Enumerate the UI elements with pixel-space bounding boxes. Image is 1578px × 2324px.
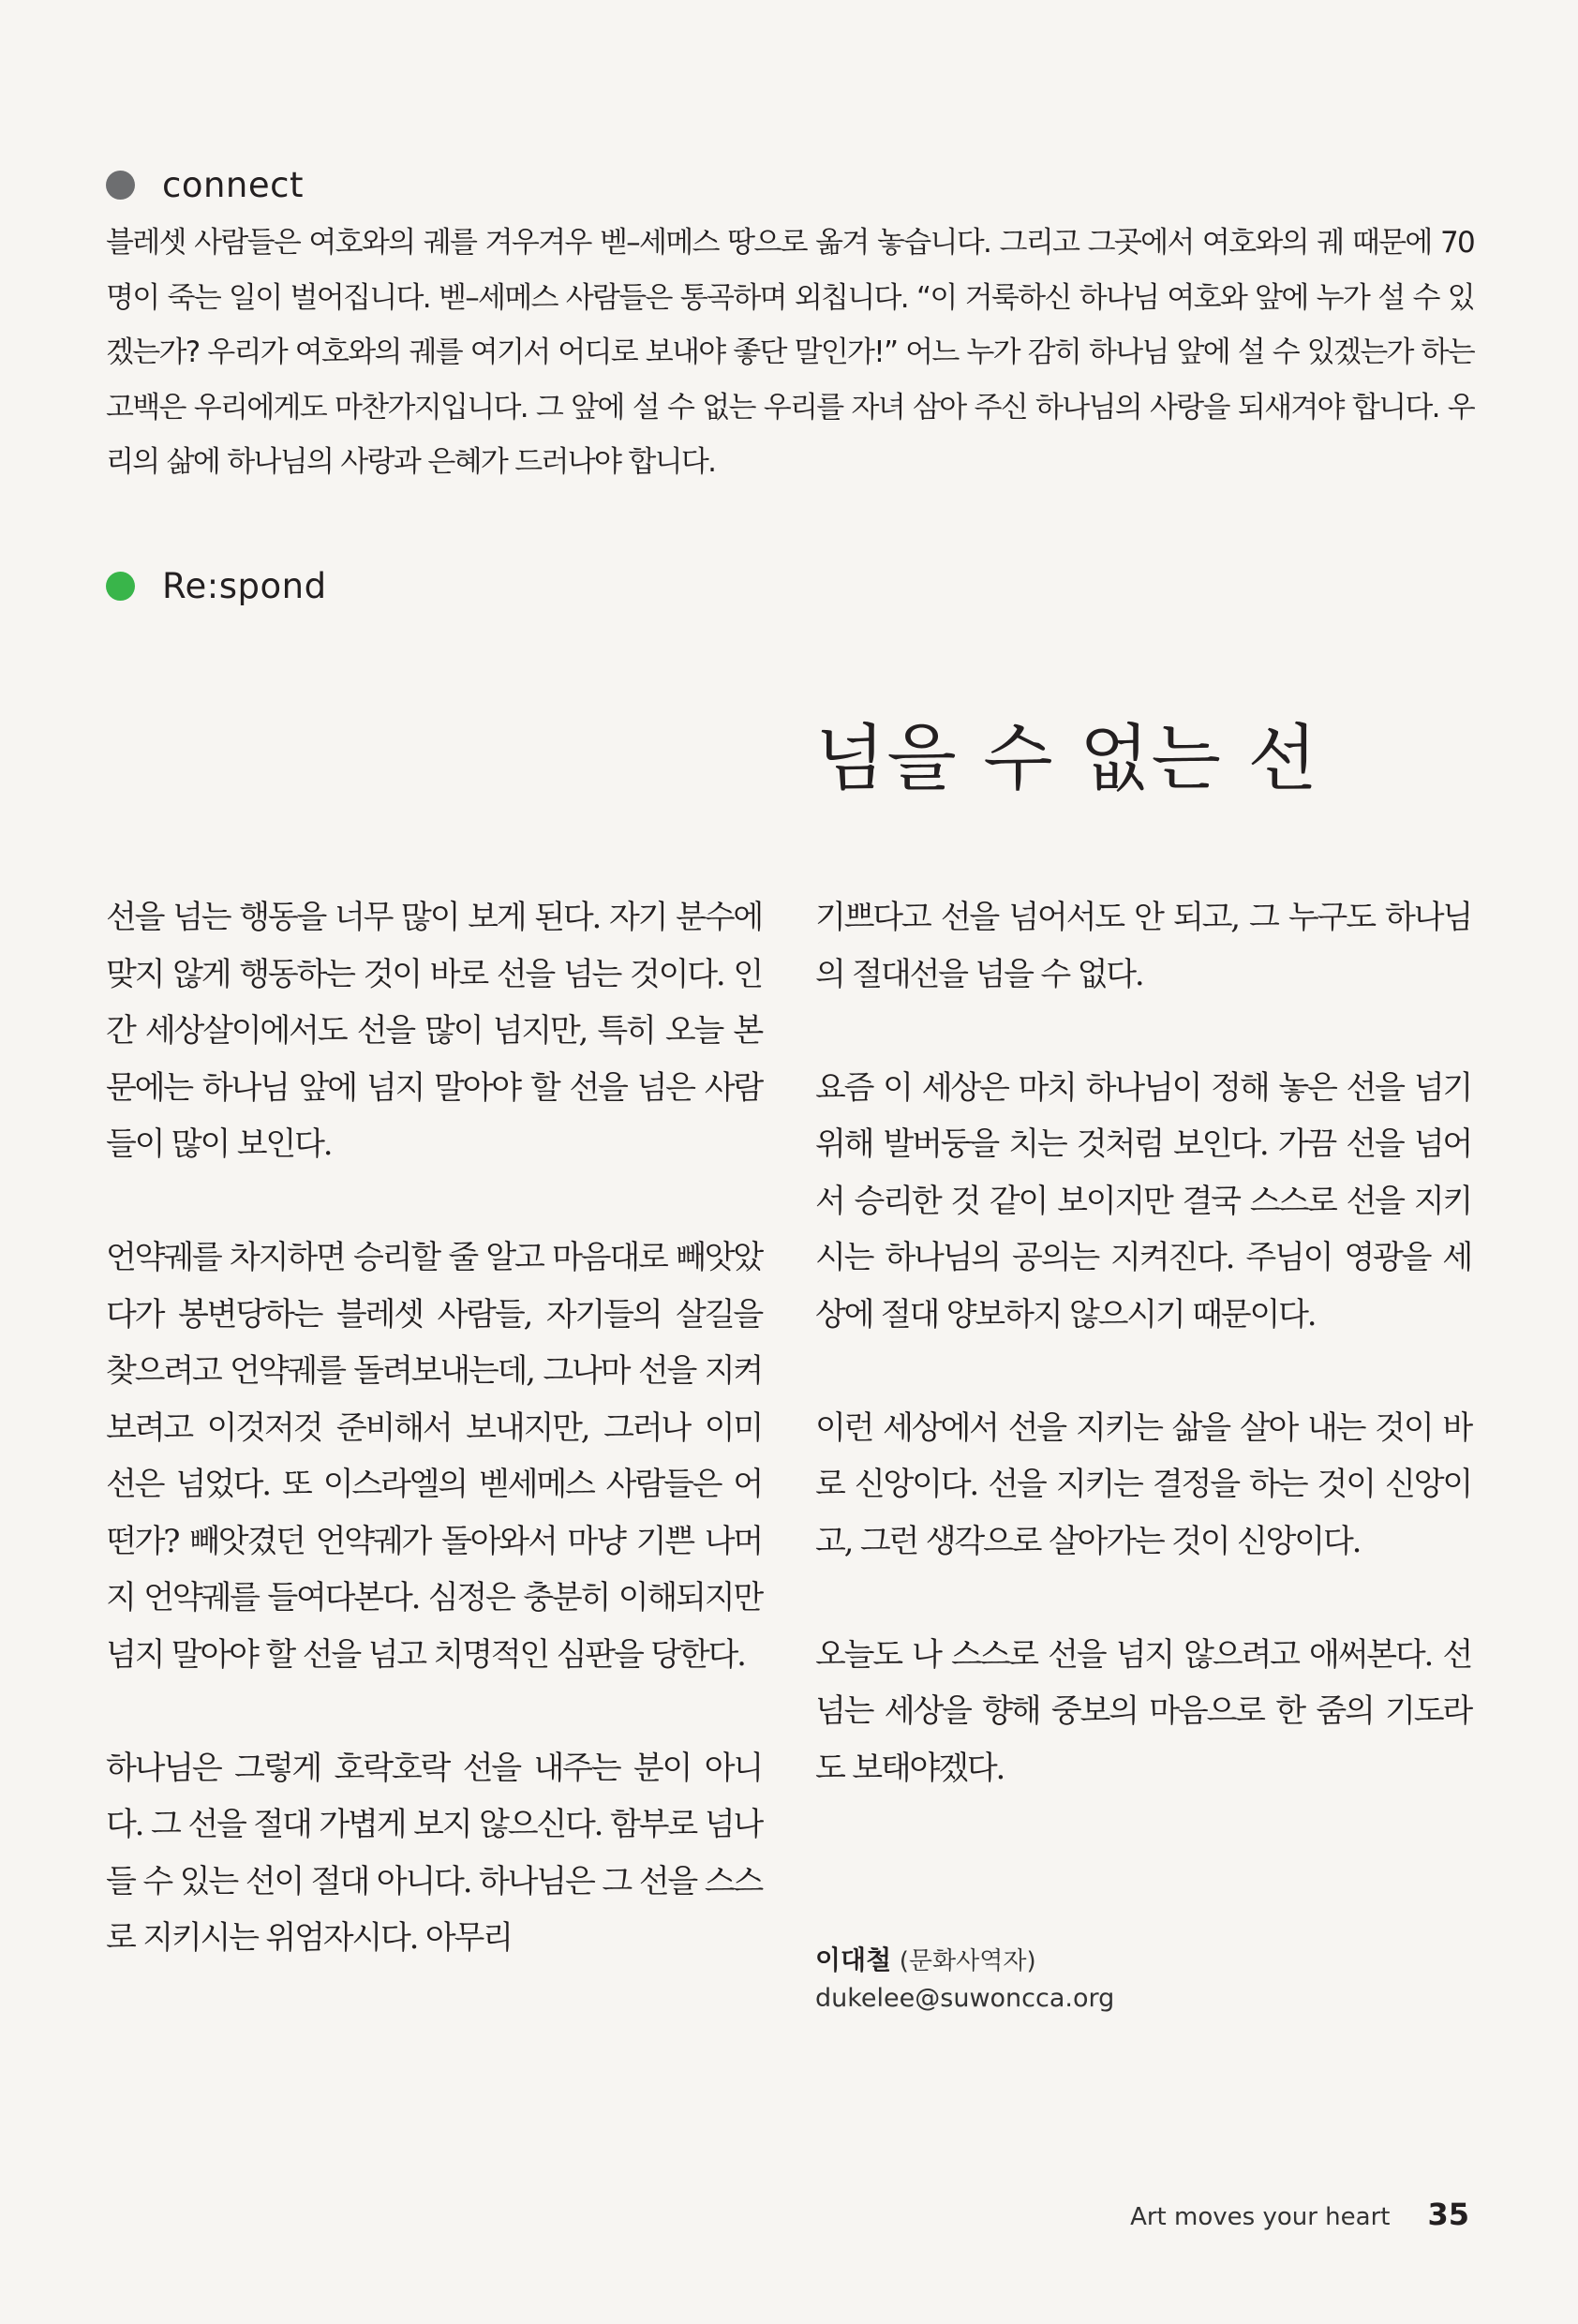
respond-heading <box>106 566 327 606</box>
article-title: 넘을 수 없는 선 <box>815 718 1319 801</box>
connect-bullet-icon <box>106 171 135 200</box>
author-role: (문화사역자) <box>899 1947 1036 1975</box>
page-footer <box>1130 2197 1469 2232</box>
author-name: 이대철 <box>815 1944 892 1975</box>
article-paragraph: 언약궤를 차지하면 승리할 줄 알고 마음대로 빼앗았다가 봉변당하는 블레셋 사람들, 자기들의 살길을 찾으려고 언약궤를 돌려보내는데, 그나마 선을 지켜보려고 이것저것 준비해서 보내지만, 그러나 이미 선은 넘었다. 또 이스라엘의 벧세메스 사람들은 어떤가? 빼앗겼던 언약궤가 돌아와서 마냥 기쁜 나머지 언약궤를 들여다본다. 심정은 충분히 이해되지만 넘지 말아야 할 선을 넘고 치명적인 심판을 당한다. <box>106 1239 762 1674</box>
respond-label: Re:spond <box>162 566 327 606</box>
connect-body-text: 블레셋 사람들은 여호와의 궤를 겨우겨우 벧–세메스 땅으로 옮겨 놓습니다. 그리고 그곳에서 여호와의 궤 때문에 70명이 죽는 일이 벌어집니다. 벧–세메스 사람들은 통곡하며 외칩니다. “이 거룩하신 하나님 여호와 앞에 누가 설 수 있겠는가? 우리가 여호와의 궤를 여기서 어디로 보내야 좋단 말인가!” 어느 누가 감히 하나님 앞에 설 수 있겠는가 하는 고백은 우리에게도 마찬가지입니다. 그 앞에 설 수 없는 우리를 자녀 삼아 주신 하나님의 사랑을 되새겨야 합니다. 우리의 삶에 하나님의 사랑과 은혜가 드러나야 합니다. <box>106 226 1474 479</box>
article-right-column <box>815 889 1471 1854</box>
article-paragraph: 요즘 이 세상은 마치 하나님이 정해 놓은 선을 넘기 위해 발버둥을 치는 것처럼 보인다. 가끔 선을 넘어서 승리한 것 같이 보이지만 결국 스스로 선을 지키시는 하나님의 공의는 지켜진다. 주님이 영광을 세상에 절대 양보하지 않으시기 때문이다. <box>815 1068 1471 1333</box>
article-paragraph: 하나님은 그렇게 호락호락 선을 내주는 분이 아니다. 그 선을 절대 가볍게 보지 않으신다. 함부로 넘나들 수 있는 선이 절대 아니다. 하나님은 그 선을 스스로 지키시는 위엄자시다. 아무리 <box>106 1749 762 1957</box>
author-email[interactable]: dukelee@suwoncca.org <box>815 1984 1115 2013</box>
author-line <box>815 1942 1114 1980</box>
article-paragraph: 오늘도 나 스스로 선을 넘지 않으려고 애써본다. 선 넘는 세상을 향해 중보의 마음으로 한 줌의 기도라도 보태야겠다. <box>815 1635 1471 1787</box>
connect-label: connect <box>162 165 304 205</box>
article-left-column <box>106 889 762 2023</box>
article-paragraph: 이런 세상에서 선을 지키는 삶을 살아 내는 것이 바로 신앙이다. 선을 지키는 결정을 하는 것이 신앙이고, 그런 생각으로 살아가는 것이 신앙이다. <box>815 1408 1471 1560</box>
respond-bullet-icon <box>106 572 135 601</box>
footer-tagline: Art moves your heart <box>1130 2203 1391 2231</box>
page-number: 35 <box>1427 2197 1469 2232</box>
author-block <box>815 1942 1114 2018</box>
article-paragraph: 선을 넘는 행동을 너무 많이 보게 된다. 자기 분수에 맞지 않게 행동하는 것이 바로 선을 넘는 것이다. 인간 세상살이에서도 선을 많이 넘지만, 특히 오늘 본문에는 하나님 앞에 넘지 말아야 할 선을 넘은 사람들이 많이 보인다. <box>106 899 762 1163</box>
connect-heading <box>106 165 304 205</box>
article-paragraph: 기쁘다고 선을 넘어서도 안 되고, 그 누구도 하나님의 절대선을 넘을 수 없다. <box>815 899 1471 993</box>
